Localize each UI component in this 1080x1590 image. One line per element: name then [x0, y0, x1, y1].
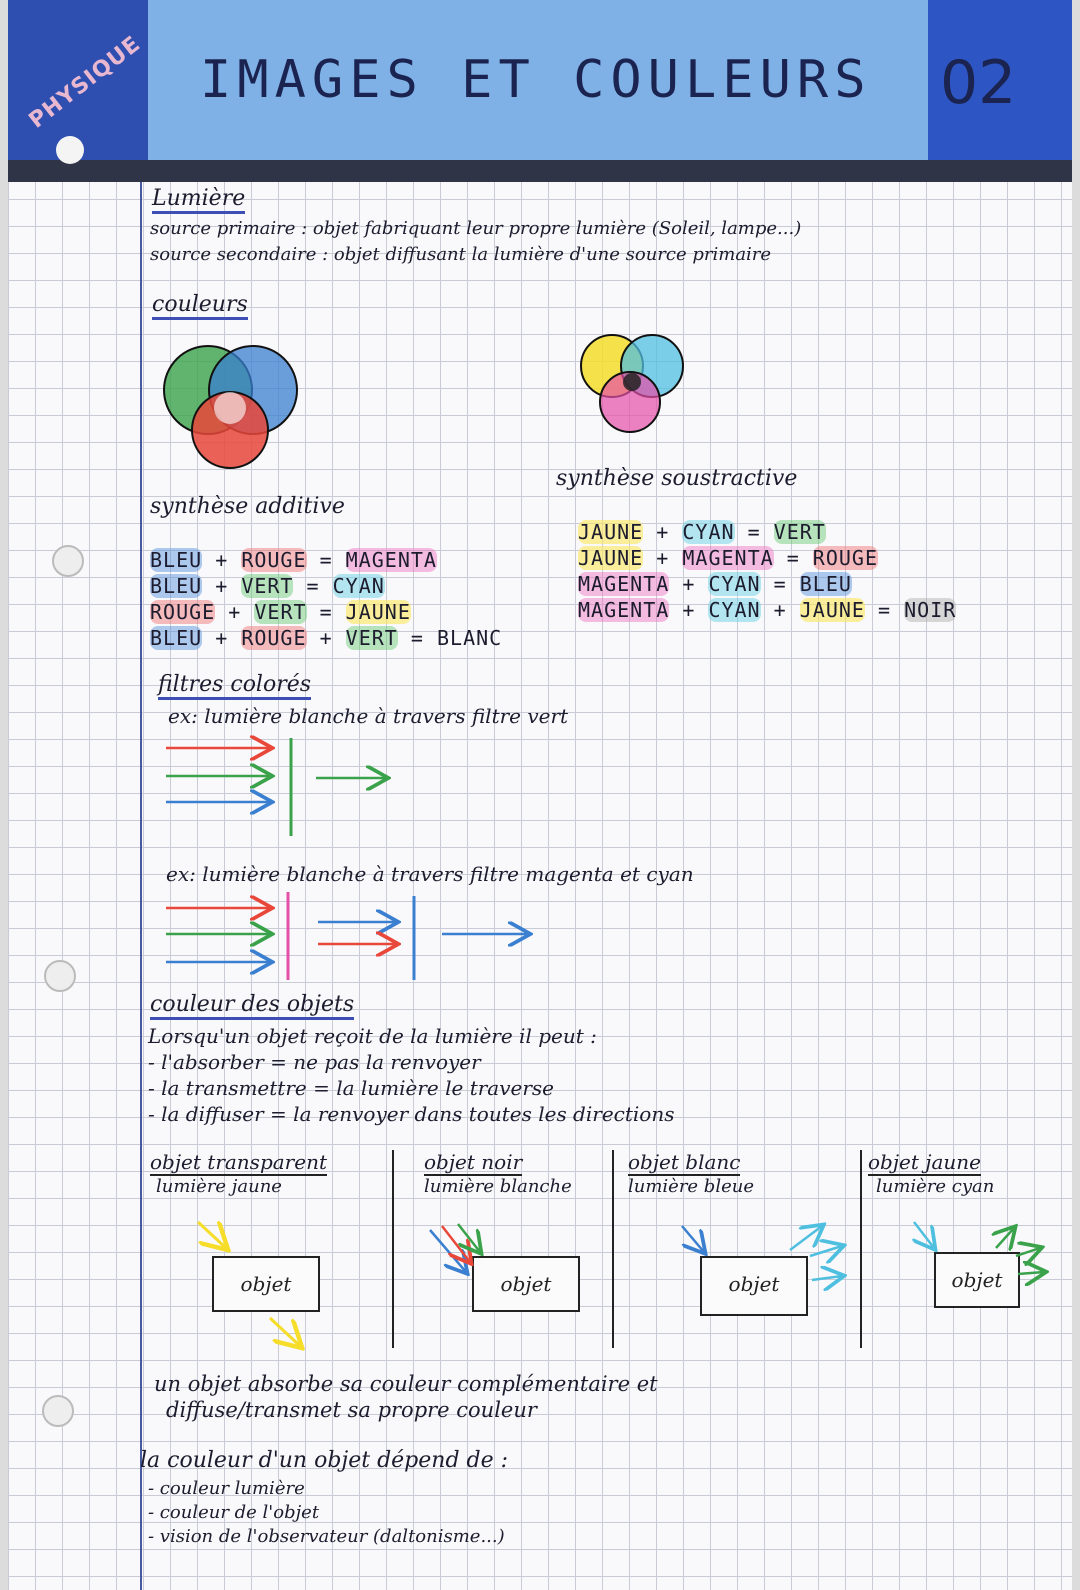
summary-line-2: diffuse/transmet sa propre couleur	[166, 1398, 537, 1422]
case-title: objet noir	[424, 1150, 523, 1174]
chapter-number: 02	[940, 48, 1017, 118]
summary-line-1: un objet absorbe sa couleur complémentaire et	[154, 1372, 658, 1396]
subtractive-row: JAUNE + CYAN = VERT	[578, 520, 826, 544]
blue-ray-diffused	[790, 1226, 822, 1250]
blue-ray-in	[682, 1226, 704, 1252]
green-ray-diffused	[1016, 1248, 1040, 1256]
green-ray-diffused	[996, 1228, 1014, 1248]
case-title: objet transparent	[150, 1150, 327, 1174]
additive-row: BLEU + ROUGE + VERT = BLANC	[150, 626, 503, 650]
case-subtitle: lumière jaune	[156, 1176, 282, 1197]
section-heading-filtres: filtres colorés	[158, 672, 311, 700]
lumiere-line-2: source secondaire : objet diffusant la lumière d'une source primaire	[150, 244, 772, 265]
additive-row: BLEU + ROUGE = MAGENTA	[150, 548, 437, 572]
subtractive-label: synthèse soustractive	[556, 466, 798, 491]
lumiere-line-1: source primaire : objet fabriquant leur propre lumière (Soleil, lampe...)	[150, 218, 802, 239]
filter-example-2: ex: lumière blanche à travers filtre magenta et cyan	[166, 862, 694, 886]
subject-label: PHYSIQUE	[24, 31, 146, 134]
depend-item: - couleur de l'objet	[148, 1502, 320, 1523]
case-title: objet blanc	[628, 1150, 741, 1174]
additive-row: BLEU + VERT = CYAN	[150, 574, 385, 598]
depend-heading: la couleur d'un objet dépend de :	[140, 1448, 509, 1473]
case-subtitle: lumière bleue	[628, 1176, 754, 1197]
section-heading-couleurs: couleurs	[152, 292, 248, 320]
objets-item: - la transmettre = la lumière le traverse	[148, 1076, 555, 1100]
additive-label: synthèse additive	[150, 494, 345, 519]
depend-item: - vision de l'observateur (daltonisme...)	[148, 1526, 505, 1547]
object-box: objet	[934, 1252, 1020, 1308]
red-ray-in	[442, 1226, 470, 1262]
case-title: objet jaune	[868, 1150, 981, 1174]
case-subtitle: lumière blanche	[424, 1176, 572, 1197]
additive-row: ROUGE + VERT = JAUNE	[150, 600, 411, 624]
page-title: IMAGES ET COULEURS	[200, 50, 872, 110]
objets-item: - l'absorber = ne pas la renvoyer	[148, 1050, 481, 1074]
filter-example-1: ex: lumière blanche à travers filtre vert	[168, 704, 569, 728]
blue-ray-diffused	[812, 1276, 842, 1280]
cyan-ray-in	[914, 1222, 934, 1248]
green-ray-in	[458, 1224, 480, 1252]
case-subtitle: lumière cyan	[876, 1176, 995, 1197]
depend-item: - couleur lumière	[148, 1478, 305, 1499]
green-ray-diffused	[1018, 1272, 1044, 1274]
subtractive-row: JAUNE + MAGENTA = ROUGE	[578, 546, 879, 570]
object-box: objet	[472, 1256, 580, 1312]
section-heading-lumiere: Lumière	[152, 186, 245, 214]
yellow-ray-in	[198, 1222, 226, 1248]
subtractive-row: MAGENTA + CYAN = BLEU	[578, 572, 852, 596]
objets-item: - la diffuser = la renvoyer dans toutes les directions	[148, 1102, 675, 1126]
object-box: objet	[700, 1256, 808, 1316]
section-heading-objets: couleur des objets	[150, 992, 354, 1020]
yellow-ray-out	[270, 1318, 300, 1346]
subtractive-row: MAGENTA + CYAN + JAUNE = NOIR	[578, 598, 957, 622]
blue-ray-diffused	[810, 1246, 842, 1256]
object-box: objet	[212, 1256, 320, 1312]
objets-intro: Lorsqu'un objet reçoit de la lumière il peut :	[148, 1024, 597, 1048]
